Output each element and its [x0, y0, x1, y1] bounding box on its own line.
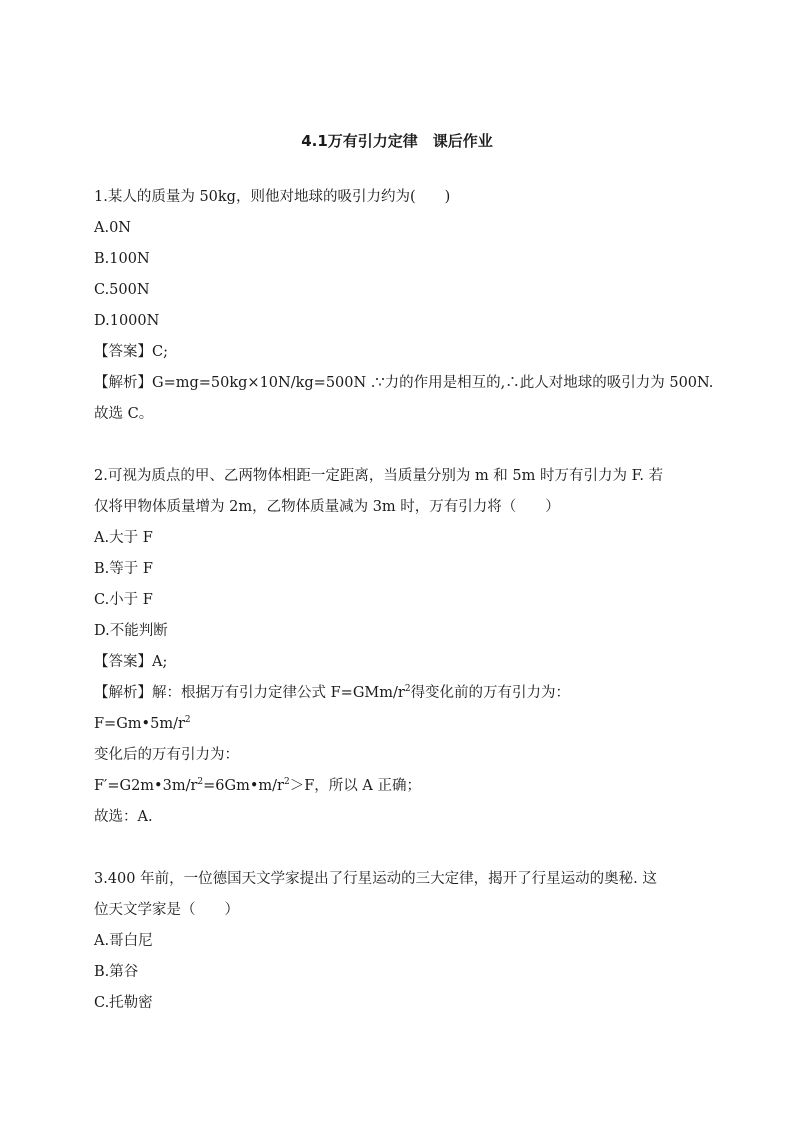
q1-option-b: B.100N — [94, 251, 150, 267]
q2-conclusion: 故选：A. — [94, 809, 153, 825]
q3-option-b: B.第谷 — [94, 964, 139, 980]
q1-analysis-line-2: 故选 C。 — [94, 406, 154, 422]
superscript: 2 — [404, 684, 411, 695]
formula-text: F′=G2m•3m/r — [94, 778, 198, 794]
q2-answer: 【答案】A; — [94, 654, 168, 670]
superscript: 2 — [197, 777, 204, 788]
q1-answer: 【答案】C; — [94, 344, 168, 360]
formula-text: =6Gm•m/r — [203, 778, 284, 794]
q2-option-a: A.大于 F — [94, 530, 153, 546]
q1-option-c: C.500N — [94, 282, 150, 298]
q2-analysis-text: 【解析】解：根据万有引力定律公式 F=GMm/r — [94, 685, 405, 701]
document-title: 4.1万有引力定律 课后作业 — [301, 132, 493, 150]
q3-stem-line-1: 3.400 年前，一位德国天文学家提出了行星运动的三大定律，揭开了行星运动的奥秘. 这 — [94, 871, 657, 887]
q2-analysis-line-1 — [94, 678, 714, 709]
superscript: 2 — [283, 777, 290, 788]
q2-option-d: D.不能判断 — [94, 623, 168, 639]
q2-option-c: C.小于 F — [94, 592, 153, 608]
superscript: 2 — [184, 715, 191, 726]
q2-formula-after — [94, 771, 714, 802]
q1-analysis-line-1: 【解析】G=mg=50kg×10N/kg=500N .∵力的作用是相互的,∴此人对地球的吸引力为 500N. — [94, 375, 714, 391]
document-body — [94, 182, 714, 1019]
q3-option-c: C.托勒密 — [94, 995, 153, 1011]
formula-text: F=Gm•5m/r — [94, 716, 185, 732]
q1-option-a: A.0N — [94, 220, 131, 236]
q1-option-d: D.1000N — [94, 313, 160, 329]
spacer — [94, 833, 714, 864]
q2-formula-before — [94, 709, 714, 740]
spacer — [94, 430, 714, 461]
q2-after-label: 变化后的万有引力为： — [94, 747, 239, 763]
q2-stem-line-1: 2.可视为质点的甲、乙两物体相距一定距离，当质量分别为 m 和 5m 时万有引力为 F. 若 — [94, 468, 664, 484]
q1-stem: 1.某人的质量为 50kg，则他对地球的吸引力约为( ) — [94, 189, 451, 205]
q2-analysis-text-tail: 得变化前的万有引力为： — [410, 685, 571, 701]
q2-stem-line-2: 仅将甲物体质量增为 2m，乙物体质量减为 3m 时，万有引力将（ ） — [94, 499, 560, 515]
q3-option-a: A.哥白尼 — [94, 933, 153, 949]
q3-stem-line-2: 位天文学家是（ ） — [94, 902, 239, 918]
q2-option-b: B.等于 F — [94, 561, 153, 577]
formula-text: ＞F，所以 A 正确； — [289, 778, 421, 794]
